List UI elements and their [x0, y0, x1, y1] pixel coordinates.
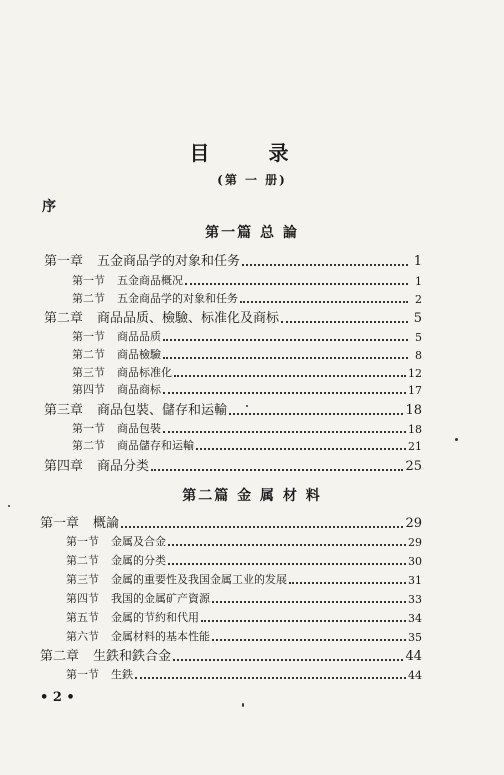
toc-section-entry [72, 272, 422, 288]
entry-title: 金属的节約和代用 [111, 611, 199, 624]
dot-leader [212, 601, 406, 603]
toc-section-entry [72, 290, 422, 306]
page-title: 目 录 [189, 141, 315, 165]
entry-number: 第五节 [66, 611, 99, 624]
entry-number: 第一节 [66, 668, 99, 681]
entry-number: 第一节 [66, 535, 99, 548]
entry-title: 金属及合金 [111, 535, 166, 548]
entry-page: 2 [415, 293, 422, 306]
toc-chapter-entry [40, 645, 422, 664]
volume-label: (第 一 册) [217, 173, 287, 187]
entry-page: 1 [413, 254, 422, 269]
toc-chapter-entry [44, 250, 422, 269]
entry-page: 44 [405, 649, 422, 664]
entry-title: 商品标准化 [117, 366, 172, 379]
entry-title: 金属的重要性及我国金属工业的发展 [111, 573, 287, 586]
entry-page: 31 [408, 574, 422, 587]
dot-leader [281, 321, 408, 323]
dot-leader [163, 392, 406, 394]
entry-title: 五金商品学的对象和任务 [97, 254, 241, 269]
dot-leader [163, 357, 408, 359]
entry-title: 商品商标 [117, 383, 161, 396]
dot-leader [163, 339, 408, 341]
entry-page: 35 [408, 631, 422, 644]
dot-leader [151, 469, 403, 471]
dot-leader [168, 544, 406, 546]
entry-page: 8 [415, 349, 422, 362]
toc-section-entry [66, 552, 422, 568]
entry-number: 第二章 [44, 311, 84, 326]
dot-leader [121, 526, 403, 528]
entry-number: 第二节 [72, 439, 105, 452]
entry-number: 第一章 [44, 254, 84, 269]
dot-leader [173, 659, 403, 661]
scan-speck [8, 505, 10, 507]
entry-page: 5 [415, 331, 422, 344]
entry-page: 33 [408, 593, 422, 606]
entry-title: 金属的分类 [111, 554, 166, 567]
toc-section-entry [66, 628, 422, 644]
entry-page: 18 [405, 403, 422, 418]
dot-leader [240, 301, 408, 303]
entry-page: 30 [408, 555, 422, 568]
entry-page: 5 [413, 311, 422, 326]
entry-page: 29 [405, 516, 422, 531]
entry-title: 五金商品学的对象和任务 [117, 292, 238, 305]
dot-leader [289, 582, 406, 584]
entry-title: 生鉄和鉄合金 [93, 649, 172, 664]
entry-title: 商品檢驗 [117, 348, 161, 361]
entry-number: 第二节 [66, 554, 99, 567]
toc-section-entry [72, 364, 422, 380]
dot-leader [229, 413, 403, 415]
entry-title: 商品品质 [117, 330, 161, 343]
entry-page: 44 [408, 669, 422, 682]
toc-section-entry [72, 381, 422, 397]
dot-leader [135, 677, 406, 679]
toc-section-entry [72, 346, 422, 362]
entry-page: 34 [408, 612, 422, 625]
entry-number: 第三章 [44, 403, 84, 418]
toc-section-entry [66, 590, 422, 606]
entry-number: 第三节 [72, 366, 105, 379]
entry-page: 21 [408, 440, 422, 453]
entry-number: 第二章 [40, 649, 80, 664]
dot-leader [168, 563, 406, 565]
entry-number: 第三节 [66, 573, 99, 586]
entry-title: 商品包裝、儲存和运輸 [97, 403, 228, 418]
page-number-footer: • 2 • [40, 690, 75, 705]
entry-page: 17 [408, 384, 422, 397]
toc-section-entry [72, 420, 422, 436]
toc-section-entry [66, 571, 422, 587]
scan-speck [455, 438, 458, 441]
entry-title: 概論 [93, 516, 120, 531]
dot-leader [174, 375, 406, 377]
toc-chapter-entry [44, 307, 422, 326]
toc-section-entry [72, 437, 422, 453]
entry-number: 第一节 [72, 274, 105, 287]
entry-page: 12 [408, 367, 422, 380]
entry-number: 第二节 [72, 292, 105, 305]
entry-page: 29 [408, 536, 422, 549]
dot-leader [163, 431, 406, 433]
entry-title: 五金商品概况 [117, 274, 183, 287]
entry-number: 第六节 [66, 630, 99, 643]
entry-title: 商品儲存和运輸 [117, 439, 194, 452]
entry-number: 第一节 [72, 330, 105, 343]
dot-leader [185, 283, 408, 285]
toc-section-entry [72, 328, 422, 344]
scan-speck [242, 703, 244, 707]
toc-section-entry [66, 609, 422, 625]
entry-page: 1 [415, 275, 422, 288]
preface-heading: 序 [42, 199, 56, 215]
dot-leader [212, 639, 406, 641]
entry-number: 第二节 [72, 348, 105, 361]
entry-title: 商品包裝 [117, 422, 161, 435]
entry-title: 生鉄 [111, 668, 133, 681]
entry-number: 第四节 [66, 592, 99, 605]
part-heading-2: 第二篇 金 属 材 料 [182, 488, 322, 504]
dot-leader [242, 264, 408, 266]
entry-title: 我国的金属矿产資源 [111, 592, 210, 605]
entry-number: 第一节 [72, 422, 105, 435]
toc-chapter-entry [44, 399, 422, 418]
toc-chapter-entry [40, 512, 422, 531]
entry-title: 金属材料的基本性能 [111, 630, 210, 643]
entry-page: 18 [408, 423, 422, 436]
entry-title: 商品分类 [97, 459, 150, 474]
entry-number: 第一章 [40, 516, 80, 531]
toc-chapter-entry [44, 455, 422, 474]
entry-title: 商品品质、檢驗、标准化及商标 [97, 311, 280, 326]
entry-number: 第四章 [44, 459, 84, 474]
entry-page: 25 [405, 459, 422, 474]
dot-leader [201, 620, 406, 622]
toc-section-entry [66, 533, 422, 549]
scan-speck [246, 405, 248, 407]
entry-number: 第四节 [72, 383, 105, 396]
part-heading-1: 第一篇 总 論 [205, 225, 299, 241]
dot-leader [196, 448, 406, 450]
toc-section-entry [66, 666, 422, 682]
